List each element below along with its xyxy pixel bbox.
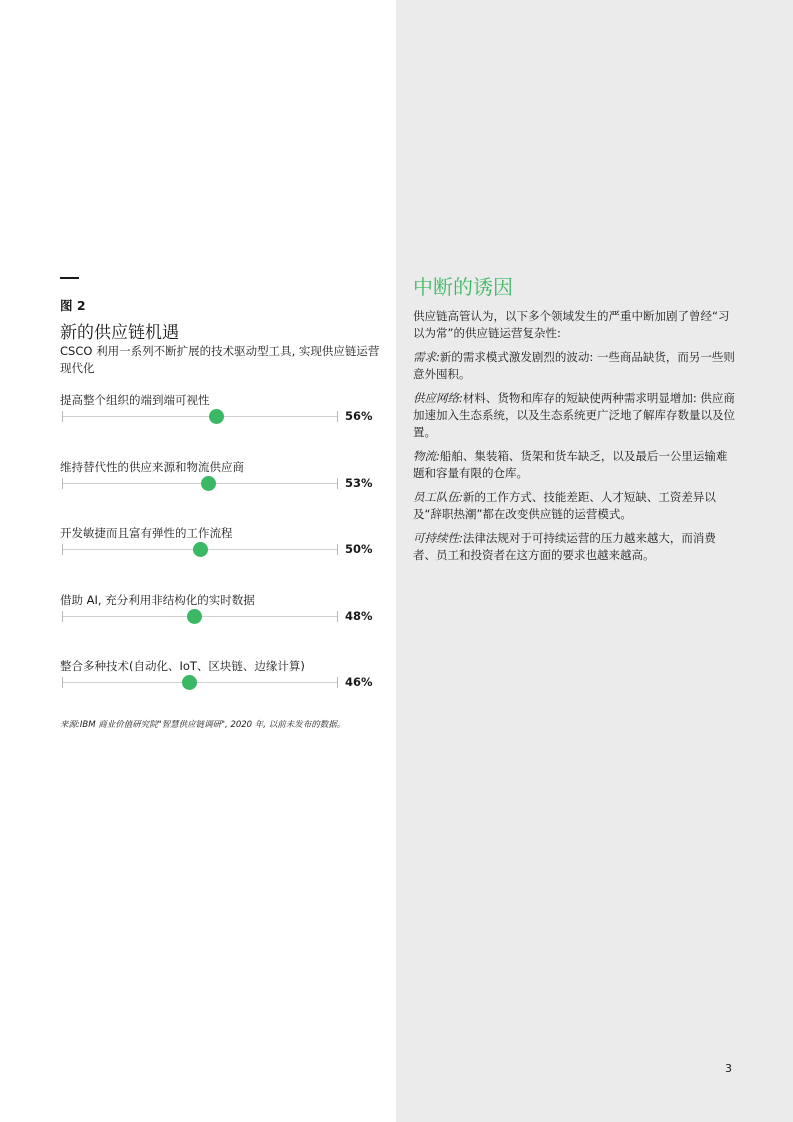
metric-track-end xyxy=(62,677,63,688)
section-item-text: 法律法规对于可持续运营的压力越来越大，而消费者、员工和投资者在这方面的要求也越来越高。 xyxy=(413,531,716,562)
figure-source: 来源:IBM 商业价值研究院"智慧供应链调研", 2020 年, 以前未发布的数据。 xyxy=(60,720,346,730)
metric-marker xyxy=(209,409,224,424)
metric-value: 50% xyxy=(345,542,373,556)
metric-row xyxy=(60,459,380,499)
metric-label: 开发敏捷而且富有弹性的工作流程 xyxy=(60,526,233,540)
metric-label: 借助 AI, 充分利用非结构化的实时数据 xyxy=(60,593,255,607)
figure-label: 图 2 xyxy=(60,298,86,313)
metric-value: 56% xyxy=(345,409,373,423)
section-item-text: 新的工作方式、技能差距、人才短缺、工资差异以及“辞职热潮”都在改变供应链的运营模式。 xyxy=(413,490,716,521)
section-item-term: 可持续性: xyxy=(413,531,463,545)
metric-track-end xyxy=(62,478,63,489)
metric-label: 提高整个组织的端到端可视性 xyxy=(60,393,210,407)
section-item xyxy=(413,448,738,482)
metric-marker xyxy=(187,609,202,624)
metric-value: 48% xyxy=(345,609,373,623)
section-item-term: 供应网络: xyxy=(413,391,463,405)
section-items xyxy=(413,349,738,564)
figure-rule xyxy=(60,277,79,279)
metric-row xyxy=(60,658,380,698)
metric-track-end xyxy=(337,478,338,489)
section-item-text: 材料、货物和库存的短缺使两种需求明显增加: 供应商加速加入生态系统，以及生态系统更广泛地了解库存数量以及位置。 xyxy=(413,391,735,439)
section-item-term: 员工队伍: xyxy=(413,490,463,504)
section-item xyxy=(413,530,738,564)
section-item-text: 新的需求模式激发剧烈的波动: 一些商品缺货，而另一些则意外囤积。 xyxy=(413,350,735,381)
metric-row xyxy=(60,592,380,632)
metric-track-end xyxy=(62,411,63,422)
section-item xyxy=(413,489,738,523)
metric-track-end xyxy=(337,411,338,422)
section-body xyxy=(413,308,738,571)
metric-track xyxy=(62,416,337,417)
section-title: 中断的诱因 xyxy=(413,275,513,299)
metric-track xyxy=(62,483,337,484)
page-number: 3 xyxy=(725,1062,732,1075)
metric-track-end xyxy=(62,544,63,555)
metric-value: 53% xyxy=(345,476,373,490)
section-item-term: 物流: xyxy=(413,449,440,463)
section-item xyxy=(413,390,738,441)
section-intro: 供应链高管认为，以下多个领域发生的严重中断加剧了曾经“习以为常”的供应链运营复杂性: xyxy=(413,309,730,340)
metric-track-end xyxy=(62,611,63,622)
metric-marker xyxy=(201,476,216,491)
metric-marker xyxy=(182,675,197,690)
figure-title: 新的供应链机遇 xyxy=(60,323,179,343)
metric-track-end xyxy=(337,544,338,555)
metric-track-end xyxy=(337,611,338,622)
metric-label: 维持替代性的供应来源和物流供应商 xyxy=(60,460,244,474)
metric-row xyxy=(60,392,380,432)
metric-value: 46% xyxy=(345,675,373,689)
section-item-text: 船舶、集装箱、货架和货车缺乏，以及最后一公里运输难题和容量有限的仓库。 xyxy=(413,449,728,480)
figure-subtitle: CSCO 利用一系列不断扩展的技术驱动型工具, 实现供应链运营现代化 xyxy=(60,344,380,375)
metric-label: 整合多种技术(自动化、IoT、区块链、边缘计算) xyxy=(60,659,305,673)
section-item xyxy=(413,349,738,383)
metric-track xyxy=(62,682,337,683)
metric-row xyxy=(60,525,380,565)
metric-marker xyxy=(193,542,208,557)
section-item-term: 需求: xyxy=(413,350,440,364)
metric-track-end xyxy=(337,677,338,688)
